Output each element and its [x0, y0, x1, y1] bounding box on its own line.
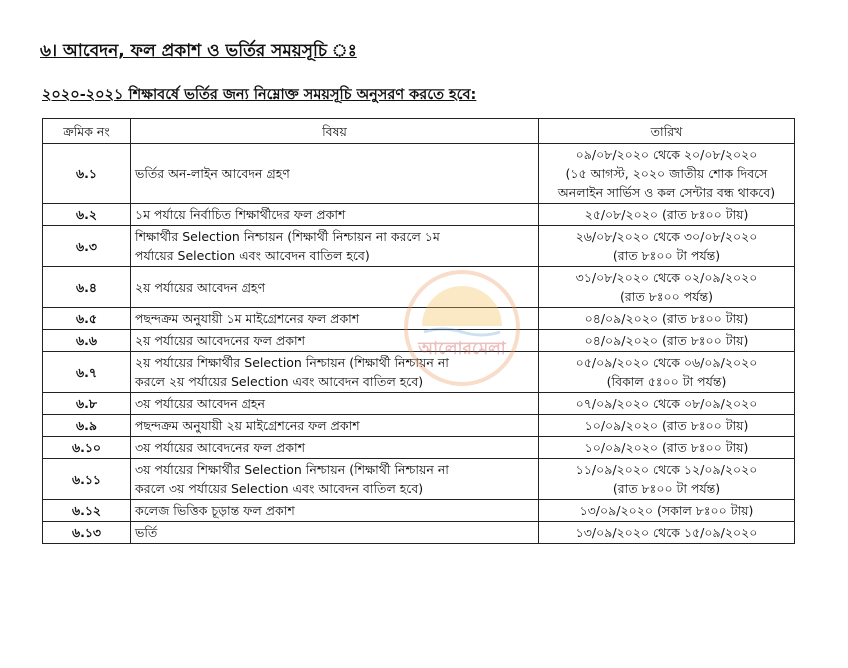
subject-line: ৩য় পর্যায়ের আবেদন গ্রহন [135, 396, 265, 411]
subject-line: পর্যায়ের Selection এবং আবেদন বাতিল হবে) [135, 248, 370, 263]
row-serial: ৬.১৩ [43, 522, 131, 544]
table-row [43, 437, 795, 459]
row-serial: ৬.৭ [43, 352, 131, 393]
table-row [43, 267, 795, 308]
date-line: ৩১/০৮/২০২০ থেকে ০২/০৯/২০২০ [575, 270, 758, 285]
subject-line: পছন্দক্রম অনুযায়ী ১ম মাইগ্রেশনের ফল প্রকাশ [135, 311, 360, 326]
table-row [43, 330, 795, 352]
date-line: ১০/০৯/২০২০ (রাত ৮ঃ০০ টায়) [584, 418, 749, 433]
subject-line: ৩য় পর্যায়ের শিক্ষার্থীর Selection নিশ্চায়ন (শিক্ষার্থী নিশ্চায়ন না [135, 462, 449, 477]
row-date [539, 267, 795, 308]
row-date [539, 204, 795, 226]
table-row [43, 459, 795, 500]
date-line: ০৪/০৯/২০২০ (রাত ৮ঃ০০ টায়) [584, 311, 749, 326]
date-line: ১৩/০৯/২০২০ থেকে ১৫/০৯/২০২০ [575, 525, 758, 540]
sub-heading: ২০২০-২০২১ শিক্ষাবর্ষে ভর্তির জন্য নিম্নোক্ত সময়সূচি অনুসরণ করতে হবে: [42, 87, 477, 103]
table-row [43, 522, 795, 544]
date-line: ০৫/০৯/২০২০ থেকে ০৬/০৯/২০২০ [575, 355, 758, 370]
table-row [43, 500, 795, 522]
subject-line: ভর্তি [135, 525, 158, 540]
row-date [539, 437, 795, 459]
watermark-text: আলোরমেলা [418, 339, 506, 359]
row-serial: ৬.৮ [43, 393, 131, 415]
row-serial: ৬.৩ [43, 226, 131, 267]
subject-line: ১ম পর্যায়ে নির্বাচিত শিক্ষার্থীদের ফল প্রকাশ [135, 207, 346, 222]
date-line: ০৯/০৮/২০২০ থেকে ২০/০৮/২০২০ [575, 147, 758, 162]
row-subject [131, 144, 539, 204]
table-row [43, 226, 795, 267]
row-date [539, 500, 795, 522]
row-serial: ৬.১০ [43, 437, 131, 459]
row-serial: ৬.২ [43, 204, 131, 226]
date-line: অনলাইন সার্ভিস ও কল সেন্টার বন্ধ থাকবে) [557, 185, 776, 200]
date-line: (রাত ৮ঃ০০ টা পর্যন্ত) [612, 248, 721, 263]
table-row [43, 144, 795, 204]
date-line: ০৪/০৯/২০২০ (রাত ৮ঃ০০ টায়) [584, 333, 749, 348]
row-subject [131, 437, 539, 459]
date-line: ২৬/০৮/২০২০ থেকে ৩০/০৮/২০২০ [575, 229, 758, 244]
row-subject [131, 226, 539, 267]
date-line: ১০/০৯/২০২০ (রাত ৮ঃ০০ টায়) [584, 440, 749, 455]
row-serial: ৬.৯ [43, 415, 131, 437]
subject-line: ৩য় পর্যায়ের আবেদনের ফল প্রকাশ [135, 440, 305, 455]
header-serial: ক্রমিক নং [43, 119, 131, 144]
header-subject: বিষয় [131, 119, 539, 144]
schedule-body [43, 144, 795, 544]
table-header-row [43, 119, 795, 144]
subject-line: ২য় পর্যায়ের আবেদনের ফল প্রকাশ [135, 333, 305, 348]
subject-line: পছন্দক্রম অনুযায়ী ২য় মাইগ্রেশনের ফল প্রকাশ [135, 418, 360, 433]
row-subject [131, 393, 539, 415]
row-serial: ৬.১ [43, 144, 131, 204]
row-subject [131, 352, 539, 393]
row-date [539, 415, 795, 437]
date-line: (১৫ আগস্ট, ২০২০ জাতীয় শোক দিবসে [565, 166, 768, 181]
page-heading: ৬। আবেদন, ফল প্রকাশ ও ভর্তির সময়সূচি ঃ [40, 41, 357, 61]
row-date [539, 522, 795, 544]
date-line: (রাত ৮ঃ০০ টা পর্যন্ত) [612, 481, 721, 496]
date-line: ০৭/০৯/২০২০ থেকে ০৮/০৯/২০২০ [575, 396, 758, 411]
date-line: ২৫/০৮/২০২০ (রাত ৮ঃ০০ টায়) [584, 207, 749, 222]
row-date [539, 144, 795, 204]
table-row [43, 415, 795, 437]
header-date: তারিখ [539, 119, 795, 144]
row-subject [131, 522, 539, 544]
row-date [539, 308, 795, 330]
row-serial: ৬.১১ [43, 459, 131, 500]
row-date [539, 352, 795, 393]
row-subject [131, 204, 539, 226]
row-subject [131, 308, 539, 330]
schedule-table [42, 118, 795, 544]
row-date [539, 330, 795, 352]
row-subject [131, 415, 539, 437]
row-subject [131, 267, 539, 308]
row-date [539, 393, 795, 415]
table-row [43, 308, 795, 330]
row-serial: ৬.৫ [43, 308, 131, 330]
row-serial: ৬.৬ [43, 330, 131, 352]
subject-line: ২য় পর্যায়ের আবেদন গ্রহণ [135, 279, 266, 295]
date-line: (বিকাল ৫ঃ০০ টা পর্যন্ত) [606, 374, 727, 389]
row-date [539, 459, 795, 500]
date-line: (রাত ৮ঃ০০ পর্যন্ত) [620, 289, 713, 304]
row-subject [131, 500, 539, 522]
subject-line: ২য় পর্যায়ের শিক্ষার্থীর Selection নিশ্চায়ন (শিক্ষার্থী নিশ্চায়ন না [135, 355, 449, 370]
table-row [43, 352, 795, 393]
subject-line: ভর্তির অন-লাইন আবেদন গ্রহণ [135, 166, 290, 181]
subject-line: করলে ২য় পর্যায়ের Selection এবং আবেদন বাতিল হবে) [135, 374, 424, 389]
subject-line: শিক্ষার্থীর Selection নিশ্চায়ন (শিক্ষার্থী নিশ্চায়ন না করলে ১ম [135, 229, 440, 244]
row-subject [131, 330, 539, 352]
subject-line: করলে ৩য় পর্যায়ের Selection এবং আবেদন বাতিল হবে) [135, 481, 424, 496]
subject-line: কলেজ ভিত্তিক চূড়ান্ত ফল প্রকাশ [135, 503, 295, 518]
date-line: ১১/০৯/২০২০ থেকে ১২/০৯/২০২০ [575, 462, 758, 477]
date-line: ১৩/০৯/২০২০ (সকাল ৮ঃ০০ টায়) [579, 503, 754, 518]
row-subject [131, 459, 539, 500]
row-date [539, 226, 795, 267]
table-row [43, 204, 795, 226]
table-row [43, 393, 795, 415]
row-serial: ৬.১২ [43, 500, 131, 522]
row-serial: ৬.৪ [43, 267, 131, 308]
